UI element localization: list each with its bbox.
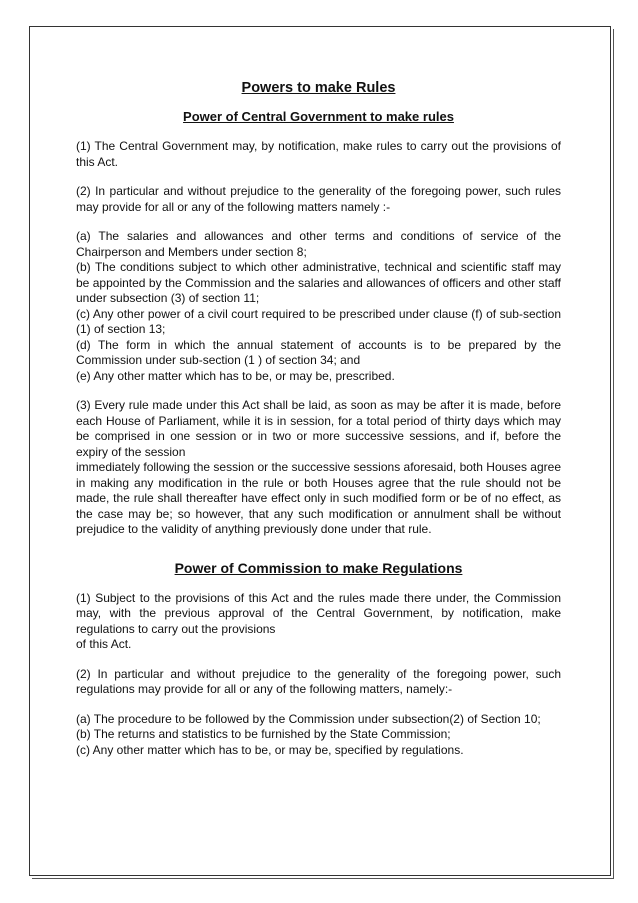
clause-item: (e) Any other matter which has to be, or may be, prescribed. xyxy=(76,368,395,383)
paragraph-part: immediately following the session or the successive sessions aforesaid, both Houses agree in making any modification in the rule or both Houses agree that the rule should not be made, the rule shall thereafter have effect only in such modified form or be of no effect, as the case may be; so however, that any such modification or annulment shall be without prejudice to the validity of anything previously done under that rule. xyxy=(76,460,561,536)
paragraph-part: (3) Every rule made under this Act shall be laid, as soon as may be after it is made, before each House of Parliament, while it is in session, for a total period of thirty days which may be comprised in one session or in two or more successive sessions, and if, before the expiry of the session xyxy=(76,398,561,459)
paragraph: (2) In particular and without prejudice to the generality of the foregoing power, such rules may provide for all or any of the following matters namely :- xyxy=(76,184,561,214)
document-body xyxy=(76,79,561,758)
section-heading-rules: Power of Central Government to make rules xyxy=(183,109,454,124)
paragraph-part: (1) Subject to the provisions of this Act and the rules made there under, the Commission may, with the previous approval of the Central Government, by notification, make regulations to carry out the provisions xyxy=(76,590,561,636)
paragraph xyxy=(76,398,561,538)
clause-item: (b) The conditions subject to which other administrative, technical and scientific staff may be appointed by the Commission and the salaries and allowances of officers and other staff under subsection (3) of section 11; xyxy=(76,260,561,305)
clause-list xyxy=(76,229,561,384)
paragraph xyxy=(76,591,561,653)
section-heading-regulations: Power of Commission to make Regulations xyxy=(174,559,463,576)
clause-item: (d) The form in which the annual statement of accounts is to be prepared by the Commission under sub-section (1 ) of section 34; and xyxy=(76,337,561,367)
paragraph: (1) The Central Government may, by notification, make rules to carry out the provisions of this Act. xyxy=(76,139,561,169)
clause-item: (c) Any other power of a civil court required to be prescribed under clause (f) of sub-section (1) of section 13; xyxy=(76,306,561,336)
clause-item: (a) The procedure to be followed by the Commission under subsection(2) of Section 10; xyxy=(76,711,541,726)
paragraph-part: of this Act. xyxy=(76,637,132,651)
paragraph: (2) In particular and without prejudice to the generality of the foregoing power, such regulations may provide for all or any of the following matters, namely:- xyxy=(76,666,561,696)
clause-item: (a) The salaries and allowances and other terms and conditions of service of the Chairperson and Members under section 8; xyxy=(76,229,561,259)
clause-item: (b) The returns and statistics to be furnished by the State Commission; xyxy=(76,727,451,741)
clause-item: (c) Any other matter which has to be, or may be, specified by regulations. xyxy=(76,742,464,757)
clause-list xyxy=(76,712,561,759)
document-title: Powers to make Rules xyxy=(241,80,396,96)
